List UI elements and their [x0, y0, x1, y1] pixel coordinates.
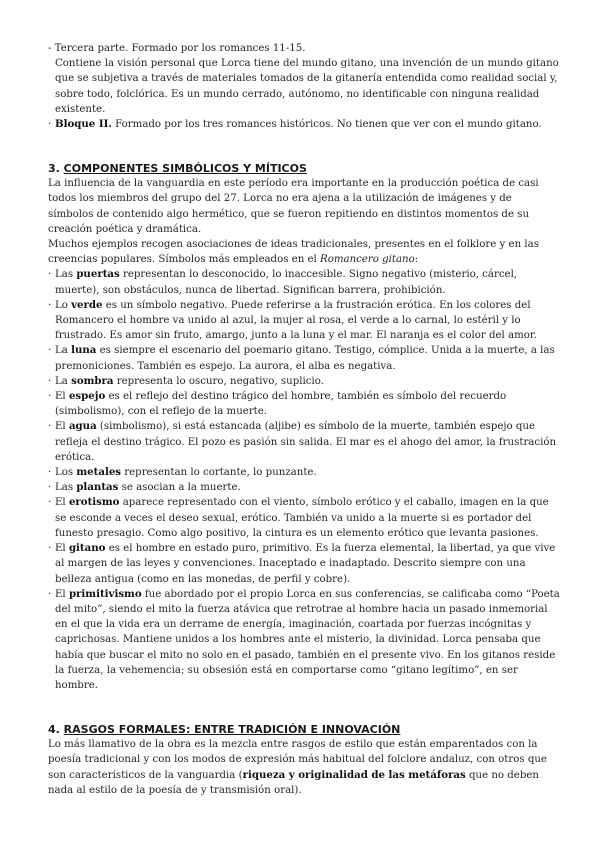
section-3-symbols-paragraph [48, 237, 560, 267]
symbol-term: verde [71, 298, 103, 311]
symbol-term: erotismo [68, 496, 120, 509]
symbol-article: El [55, 497, 69, 509]
symbol-description: fue abordado por el propio Lorca en sus conferencias, se calificaba como “Poeta del mito”, siendo el mito la fuerza atávica que retrotrae al hombre hacia un pasado inmemorial en el que la vida era un derrame de energía, imaginación, coartada por fuerzas incógnitas y caprichosas. Mantiene unidos a los hombres ante el misterio, la divinidad. Lorca pensaba que había que buscar el mito no solo en el pasado, también en el presente vivo. En los gitanos reside la fuerza, la vehemencia; su obsesión está en comportarse como “gitano legítimo”, en ser hombre. [55, 588, 560, 691]
vision-paragraph: Contiene la visión personal que Lorca tiene del mundo gitano, una invención de un mundo gitano que se subjetiva a través de materiales tomados de la gitanería entendida como realidad social y, sobre todo, folclórica. Es un mundo cerrado, autónomo, no identificable con ninguna realidad existente. [55, 58, 559, 115]
tercera-parte-line: - Tercera parte. Formado por los romances 11-15. [48, 43, 306, 54]
symbol-description: es el hombre en estado puro, primitivo. Es la fuerza elemental, la libertad, ya que vive al margen de las leyes y convenciones. Inaceptado e inadaptado. Descrito siempre con una belleza antigua (como en las monedas, de perfil y cobre). [55, 543, 556, 585]
section-3-title: COMPONENTES SIMBÓLICOS Y MÍTICOS [63, 162, 307, 176]
section-4-text-end: que no deben nada al estilo de la poesía de y transmisión oral). [48, 769, 539, 796]
symbol-item [48, 343, 560, 373]
symbol-article: Las [55, 269, 77, 281]
symbol-description: representan lo desconocido, lo inaccesible. Signo negativo (misterio, cárcel, muerte), son obstáculos, nunca de libertad. Significan barrera, prohibición. [55, 269, 518, 296]
symbol-description: es siempre el escenario del poemario gitano. Testigo, cómplice. Unida a la muerte, a las premoniciones. También es espejo. La aurora, el alba es negativa. [55, 345, 555, 372]
symbol-item [48, 298, 560, 344]
symbols-list [48, 267, 560, 693]
symbol-item [48, 587, 560, 693]
symbol-article: Lo [55, 299, 72, 311]
section-4-title: RASGOS FORMALES: ENTRE TRADICIÓN E INNOVACIÓN [63, 723, 401, 737]
section-4-bold-phrase: riqueza y originalidad de las metáforas [242, 768, 466, 781]
section-3-intro-paragraph: La influencia de la vanguardia en este período era importante en la producción poética de casi todos los miembros del grupo del 27. Lorca no era ajena a la utilización de imágenes y de símbolos de contenido algo hermético, que se fueron repitiendo en distintos momentos de su creación poética y dramática. [48, 178, 539, 235]
symbol-description: (simbolismo), si está estancada (aljibe) es símbolo de la muerte, también espejo que refleja el destino trágico. El pozo es pasión sin salida. El mar es el ahogo del amor, la frustración erótica. [55, 421, 557, 463]
symbol-item [48, 374, 560, 389]
symbol-item [48, 480, 560, 495]
symbol-term: luna [71, 344, 97, 357]
symbol-term: puertas [76, 268, 120, 281]
section-3-number: 3. [48, 162, 64, 176]
symbol-article: Los [55, 467, 77, 479]
symbol-term: plantas [76, 481, 119, 494]
symbol-item [48, 267, 560, 297]
symbol-term: sombra [71, 374, 114, 387]
symbol-article: El [55, 421, 69, 433]
section-4-heading [48, 722, 560, 737]
symbol-term: espejo [68, 390, 106, 403]
symbol-item [48, 541, 560, 587]
symbol-description: es el reflejo del destino trágico del hombre, también es símbolo del recuerdo (simbolismo), con el reflejo de la muerte. [55, 391, 507, 418]
romancero-title: Romancero gitano [320, 254, 415, 266]
symbol-article: La [55, 345, 72, 357]
symbol-description: representan lo cortante, lo punzante. [121, 467, 317, 479]
symbol-article: El [55, 588, 69, 600]
symbols-intro-text: Muchos ejemplos recogen asociaciones de ideas tradicionales, presentes en el folklore y en las creencias populares. Símbolos más empleados en el [48, 239, 539, 266]
symbol-item [48, 419, 560, 465]
symbol-term: agua [68, 420, 97, 433]
symbol-description: se asocian a la muerte. [118, 482, 241, 494]
section-4-number: 4. [48, 723, 64, 737]
symbol-article: El [55, 391, 69, 403]
symbol-description: es un símbolo negativo. Puede referirse a la frustración erótica. En los colores del Romancero el hombre va unido al azul, la mujer al rosa, el verde a lo carnal, lo estéril y lo frustrado. Es amor sin fruto, amargo, junto a la luna y el mar. El naranja es el color del amor. [55, 299, 537, 342]
bloque-ii-item [48, 117, 560, 132]
bloque-ii-text: Formado por los tres romances históricos. No tienen que ver con el mundo gitano. [111, 119, 542, 131]
symbol-description: aparece representado con el viento, símbolo erótico y el caballo, imagen en la que se esconde a veces el deseo sexual, erótico. También va unido a la muerte si es portador del funesto presagio. Como algo positivo, la cintura es un elemento erótico que levanta pasiones. [55, 497, 549, 539]
symbol-article: La [55, 375, 72, 387]
symbol-term: gitano [68, 542, 106, 555]
section-4-text-start: Lo más llamativo de la obra es la mezcla entre rasgos de estilo que están emparentados con la poesía tradicional y con los modos de expresión más habitual del folclore andaluz, con otros que son característicos de la vanguardia ( [48, 739, 547, 781]
symbol-article: Las [55, 482, 77, 494]
symbol-description: representa lo oscuro, negativo, suplicio. [113, 375, 324, 387]
symbol-term: primitivismo [68, 587, 142, 600]
section-3-heading [48, 161, 560, 176]
symbols-intro-colon: : [414, 254, 419, 266]
symbol-article: El [55, 543, 69, 555]
bloque-ii-label: Bloque II. [55, 118, 112, 131]
symbol-item [48, 495, 560, 541]
symbol-term: metales [76, 466, 122, 479]
section-4-paragraph [48, 737, 560, 798]
symbol-item [48, 465, 560, 480]
symbol-item [48, 389, 560, 419]
